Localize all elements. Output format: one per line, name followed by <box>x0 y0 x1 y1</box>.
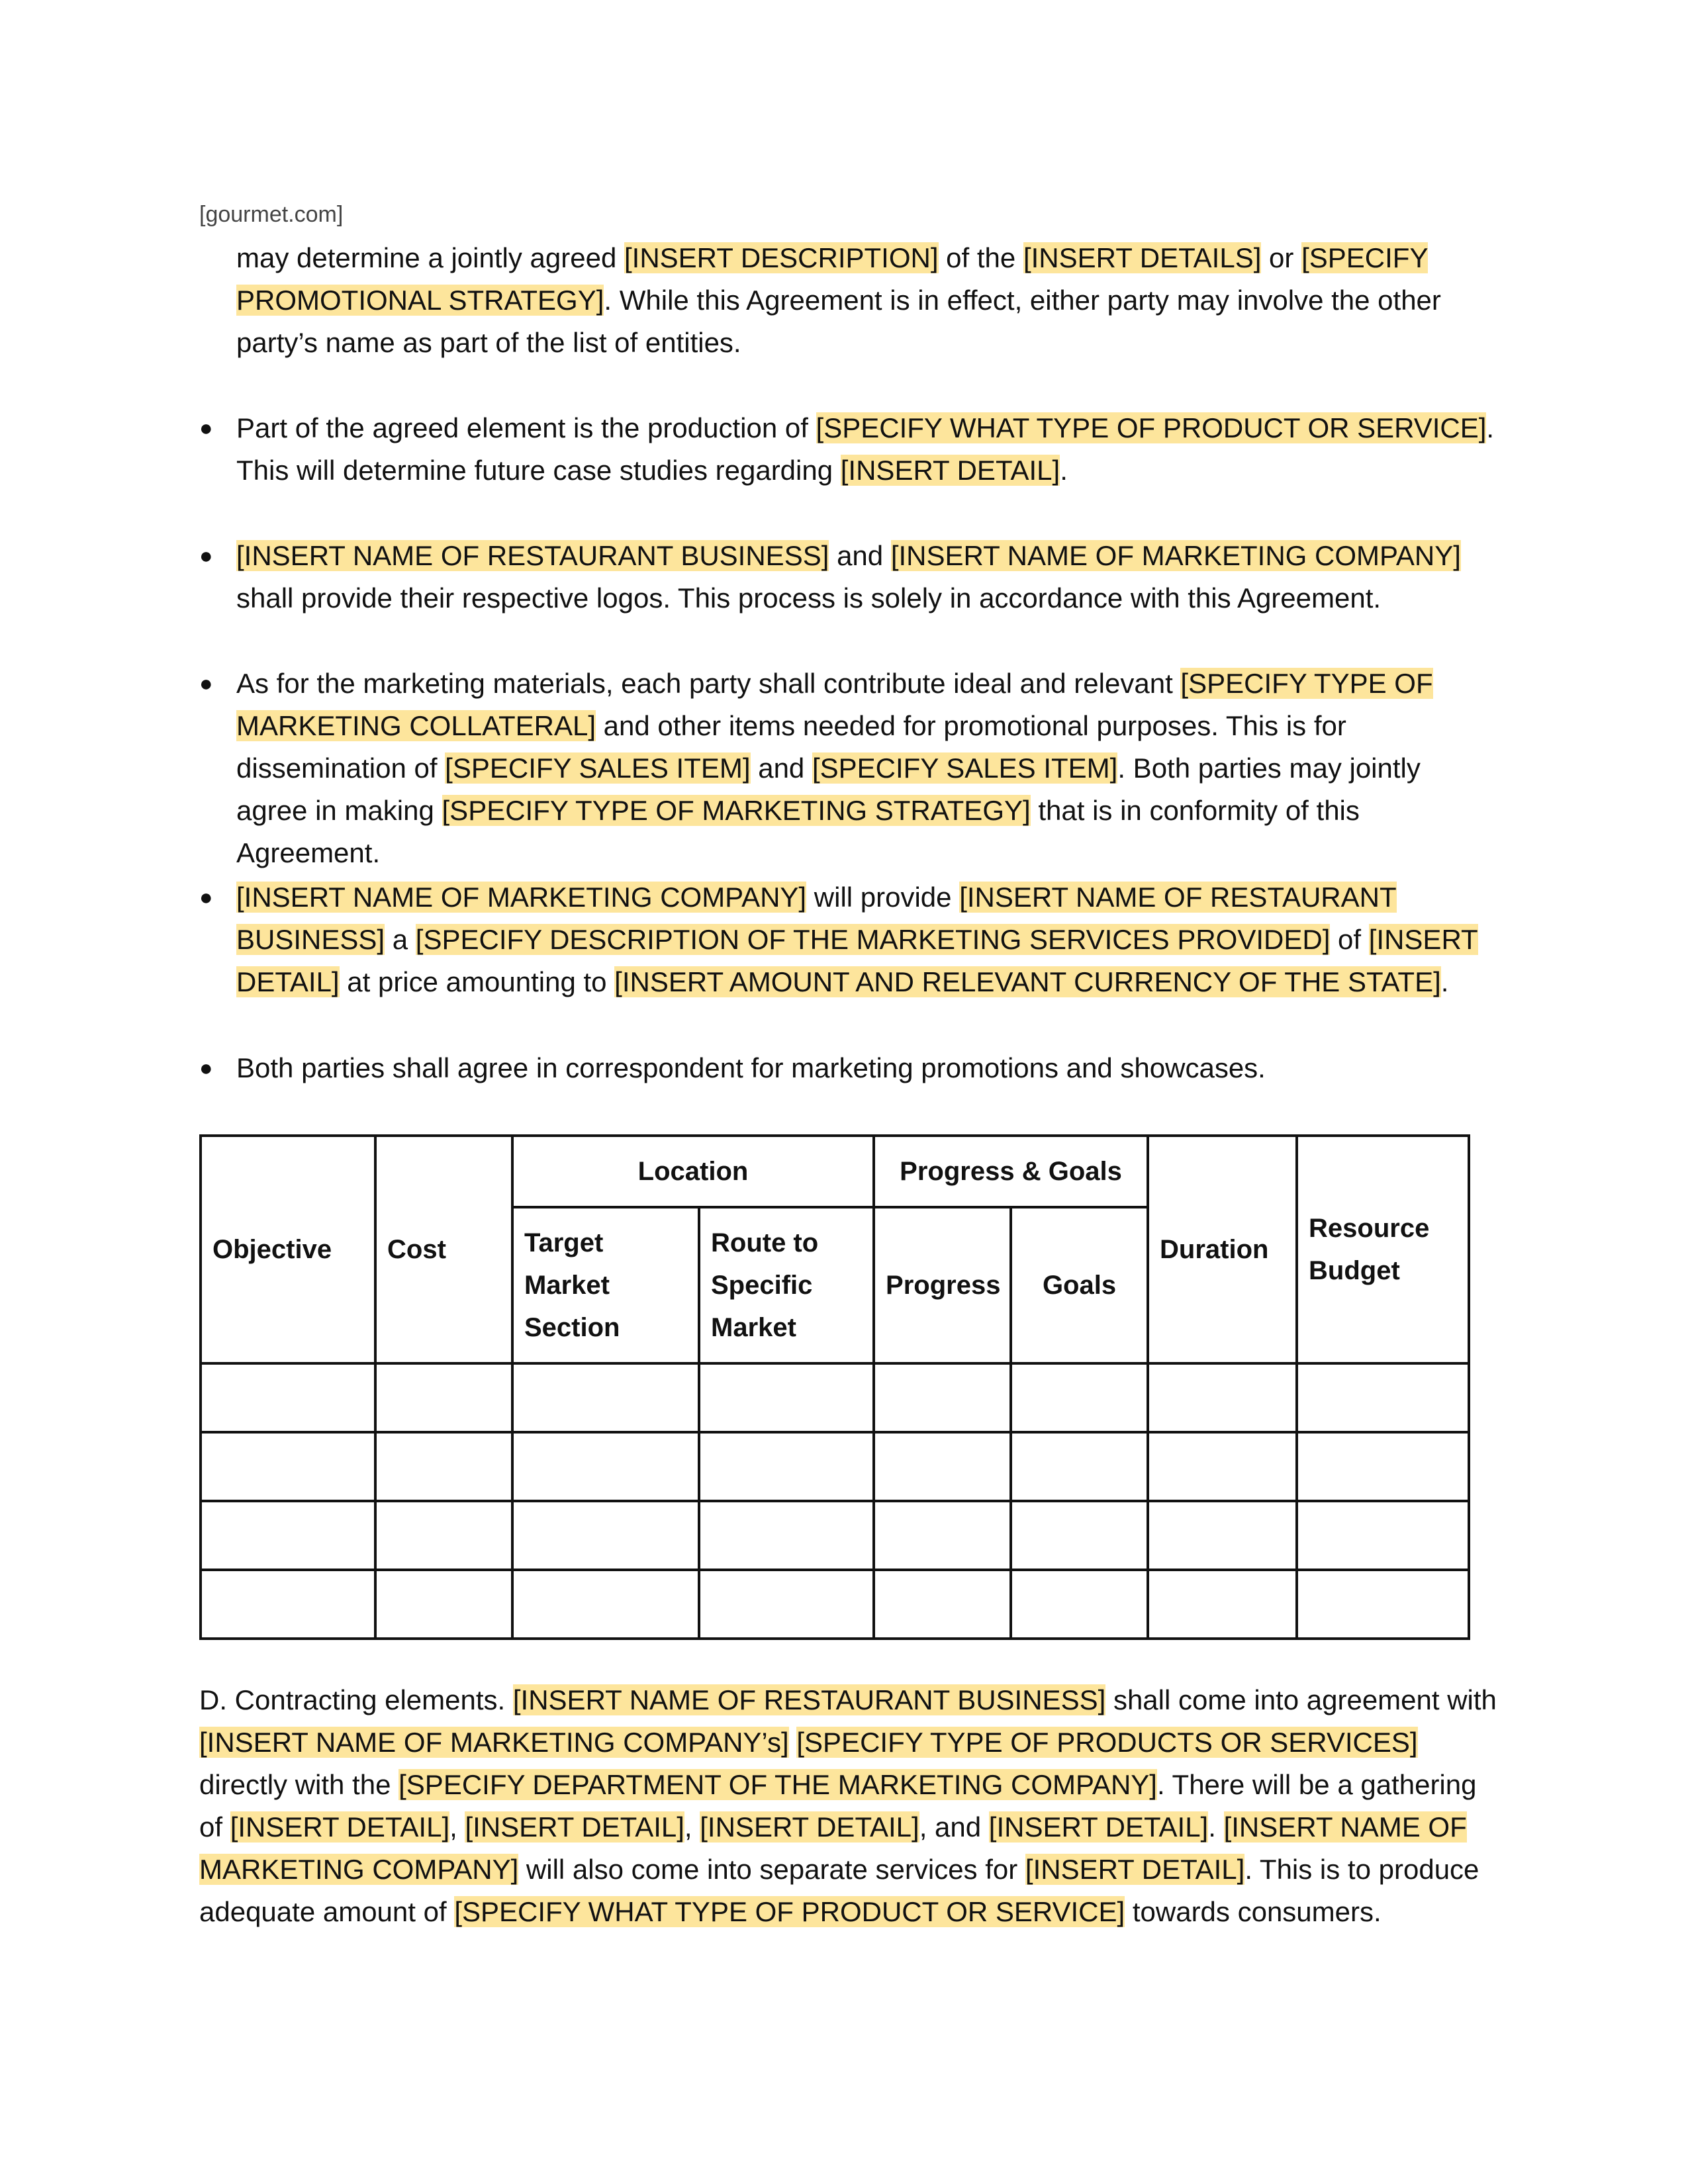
table-cell[interactable] <box>1297 1501 1469 1570</box>
placeholder-highlight: [INSERT DETAIL] <box>236 924 1478 997</box>
placeholder-highlight: [SPECIFY PROMOTIONAL STRATEGY] <box>236 242 1429 316</box>
text-run <box>789 1727 797 1758</box>
placeholder-highlight: [INSERT NAME OF MARKETING COMPANY] <box>890 540 1461 571</box>
placeholder-highlight: [SPECIFY SALES ITEM] <box>445 752 751 784</box>
placeholder-highlight: [SPECIFY TYPE OF MARKETING COLLATERAL] <box>236 668 1433 741</box>
table-cell[interactable] <box>1297 1432 1469 1501</box>
text-run: shall come into agreement with <box>1105 1684 1497 1715</box>
text-run: that is in conformity of this Agreement. <box>236 795 1360 868</box>
text-run: of the <box>938 242 1023 273</box>
text-run: , and <box>919 1811 989 1843</box>
placeholder-highlight: [SPECIFY DEPARTMENT OF THE MARKETING COMPANY] <box>399 1769 1157 1800</box>
marketing-plan-table <box>199 1134 1470 1640</box>
text-run: or <box>1261 242 1302 273</box>
text-run: directly with the <box>199 1769 399 1800</box>
bullet-text <box>236 876 1497 1003</box>
table-row <box>201 1363 1469 1432</box>
header-location: Location <box>512 1136 874 1207</box>
continuation-paragraph <box>236 237 1497 364</box>
table-cell[interactable] <box>512 1363 699 1432</box>
table-cell[interactable] <box>375 1432 512 1501</box>
text-run: and <box>750 752 812 784</box>
placeholder-highlight: [INSERT NAME OF RESTAURANT BUSINESS] <box>236 882 1397 955</box>
text-run: D. Contracting elements. <box>199 1684 513 1715</box>
text-run: . There will be a gathering of <box>199 1769 1477 1843</box>
table-cell[interactable] <box>699 1570 874 1639</box>
placeholder-highlight: [SPECIFY WHAT TYPE OF PRODUCT OR SERVICE] <box>816 412 1487 443</box>
placeholder-highlight: [INSERT NAME OF MARKETING COMPANY] <box>199 1811 1467 1885</box>
text-run: shall provide their respective logos. This process is solely in accordance with this Agreement. <box>236 582 1382 614</box>
table-cell[interactable] <box>874 1570 1011 1639</box>
text-run: Both parties shall agree in correspondent for marketing promotions and showcases. <box>236 1052 1266 1083</box>
text-run: Part of the agreed element is the production of <box>236 412 816 443</box>
bullet-item <box>199 1047 1497 1089</box>
table-cell[interactable] <box>375 1570 512 1639</box>
header-target-market-section: Target Market Section <box>512 1207 699 1363</box>
table-row <box>201 1570 1469 1639</box>
bullet-item <box>199 662 1497 874</box>
text-run: and <box>829 540 891 571</box>
placeholder-highlight: [INSERT NAME OF MARKETING COMPANY’s] <box>199 1727 789 1758</box>
text-run: . While this Agreement is in effect, either party may involve the other party’s name as part of the list of entities. <box>236 285 1441 358</box>
section-d-paragraph <box>199 1679 1497 1933</box>
bullet-text <box>236 1047 1497 1089</box>
placeholder-highlight: [INSERT DETAIL] <box>230 1811 450 1843</box>
text-run: and other items needed for promotional purposes. This is for dissemination of <box>236 710 1346 784</box>
bullet-item <box>199 876 1497 1003</box>
placeholder-highlight: [INSERT DESCRIPTION] <box>624 242 939 273</box>
placeholder-highlight: [SPECIFY WHAT TYPE OF PRODUCT OR SERVICE] <box>454 1896 1125 1927</box>
placeholder-highlight: [INSERT NAME OF RESTAURANT BUSINESS] <box>236 540 829 571</box>
placeholder-highlight: [SPECIFY TYPE OF PRODUCTS OR SERVICES] <box>796 1727 1418 1758</box>
bullet-icon: ● <box>199 416 213 441</box>
table-cell[interactable] <box>1011 1570 1148 1639</box>
placeholder-highlight: [INSERT AMOUNT AND RELEVANT CURRENCY OF THE STATE] <box>614 966 1441 997</box>
table-cell[interactable] <box>1297 1363 1469 1432</box>
table-cell[interactable] <box>1148 1432 1297 1501</box>
placeholder-highlight: [SPECIFY TYPE OF MARKETING STRATEGY] <box>442 795 1031 826</box>
header-cost: Cost <box>375 1136 512 1363</box>
placeholder-highlight: [INSERT DETAIL] <box>1025 1854 1245 1885</box>
text-run: will also come into separate services for <box>518 1854 1025 1885</box>
table-cell[interactable] <box>699 1501 874 1570</box>
header-progress-goals: Progress & Goals <box>874 1136 1148 1207</box>
placeholder-highlight: [INSERT DETAIL] <box>700 1811 919 1843</box>
table-cell[interactable] <box>1011 1363 1148 1432</box>
header-goals: Goals <box>1011 1207 1148 1363</box>
table-cell[interactable] <box>699 1432 874 1501</box>
table-cell[interactable] <box>699 1363 874 1432</box>
table-cell[interactable] <box>1011 1501 1148 1570</box>
bullet-text <box>236 662 1497 874</box>
text-run: . Both parties may jointly agree in making <box>236 752 1421 826</box>
text-run: will provide <box>806 882 960 913</box>
source-header: [gourmet.com] <box>199 202 344 227</box>
table-cell[interactable] <box>201 1501 375 1570</box>
bullet-icon: ● <box>199 671 213 696</box>
table-cell[interactable] <box>512 1501 699 1570</box>
header-progress: Progress <box>874 1207 1011 1363</box>
bullet-icon: ● <box>199 885 213 910</box>
placeholder-highlight: [INSERT NAME OF RESTAURANT BUSINESS] <box>512 1684 1106 1715</box>
text-run: , <box>449 1811 465 1843</box>
bullet-text <box>236 407 1497 492</box>
bullet-icon: ● <box>199 1056 213 1081</box>
bullet-icon: ● <box>199 543 213 569</box>
table-cell[interactable] <box>375 1501 512 1570</box>
placeholder-highlight: [INSERT NAME OF MARKETING COMPANY] <box>236 882 807 913</box>
placeholder-highlight: [SPECIFY SALES ITEM] <box>812 752 1118 784</box>
table-row <box>201 1501 1469 1570</box>
table-cell[interactable] <box>1011 1432 1148 1501</box>
text-run: . <box>1060 455 1068 486</box>
placeholder-highlight: [INSERT DETAIL] <box>465 1811 684 1843</box>
table-cell[interactable] <box>1297 1570 1469 1639</box>
bullet-item <box>199 535 1497 619</box>
table-cell[interactable] <box>874 1432 1011 1501</box>
text-run: may determine a jointly agreed <box>236 242 624 273</box>
text-run: . This will determine future case studies regarding <box>236 412 1495 486</box>
header-objective: Objective <box>201 1136 375 1363</box>
placeholder-highlight: [INSERT DETAIL] <box>988 1811 1209 1843</box>
table-cell[interactable] <box>201 1363 375 1432</box>
bullet-item <box>199 407 1497 492</box>
text-run: . This is to produce adequate amount of <box>199 1854 1479 1927</box>
table-cell[interactable] <box>1148 1363 1297 1432</box>
header-duration: Duration <box>1148 1136 1297 1363</box>
text-run: , <box>684 1811 700 1843</box>
text-run: towards consumers. <box>1125 1896 1382 1927</box>
table-cell[interactable] <box>201 1570 375 1639</box>
text-run: of <box>1330 924 1369 955</box>
text-run: at price amounting to <box>339 966 615 997</box>
table-cell[interactable] <box>1148 1501 1297 1570</box>
placeholder-highlight: [INSERT DETAILS] <box>1023 242 1262 273</box>
placeholder-highlight: [SPECIFY DESCRIPTION OF THE MARKETING SERVICES PROVIDED] <box>415 924 1331 955</box>
text-run: . <box>1440 966 1449 997</box>
text-run: . <box>1208 1811 1224 1843</box>
text-run: a <box>385 924 416 955</box>
table-cell[interactable] <box>375 1363 512 1432</box>
header-route-to-specific-market: Route to Specific Market <box>699 1207 874 1363</box>
table-cell[interactable] <box>874 1363 1011 1432</box>
table-row <box>201 1432 1469 1501</box>
placeholder-highlight: [INSERT DETAIL] <box>840 455 1060 486</box>
table-cell[interactable] <box>512 1432 699 1501</box>
table-cell[interactable] <box>1148 1570 1297 1639</box>
text-run: As for the marketing materials, each party shall contribute ideal and relevant <box>236 668 1181 699</box>
table-cell[interactable] <box>201 1432 375 1501</box>
header-resource-budget: Resource Budget <box>1297 1136 1469 1363</box>
table-cell[interactable] <box>512 1570 699 1639</box>
table-cell[interactable] <box>874 1501 1011 1570</box>
bullet-text <box>236 535 1497 619</box>
